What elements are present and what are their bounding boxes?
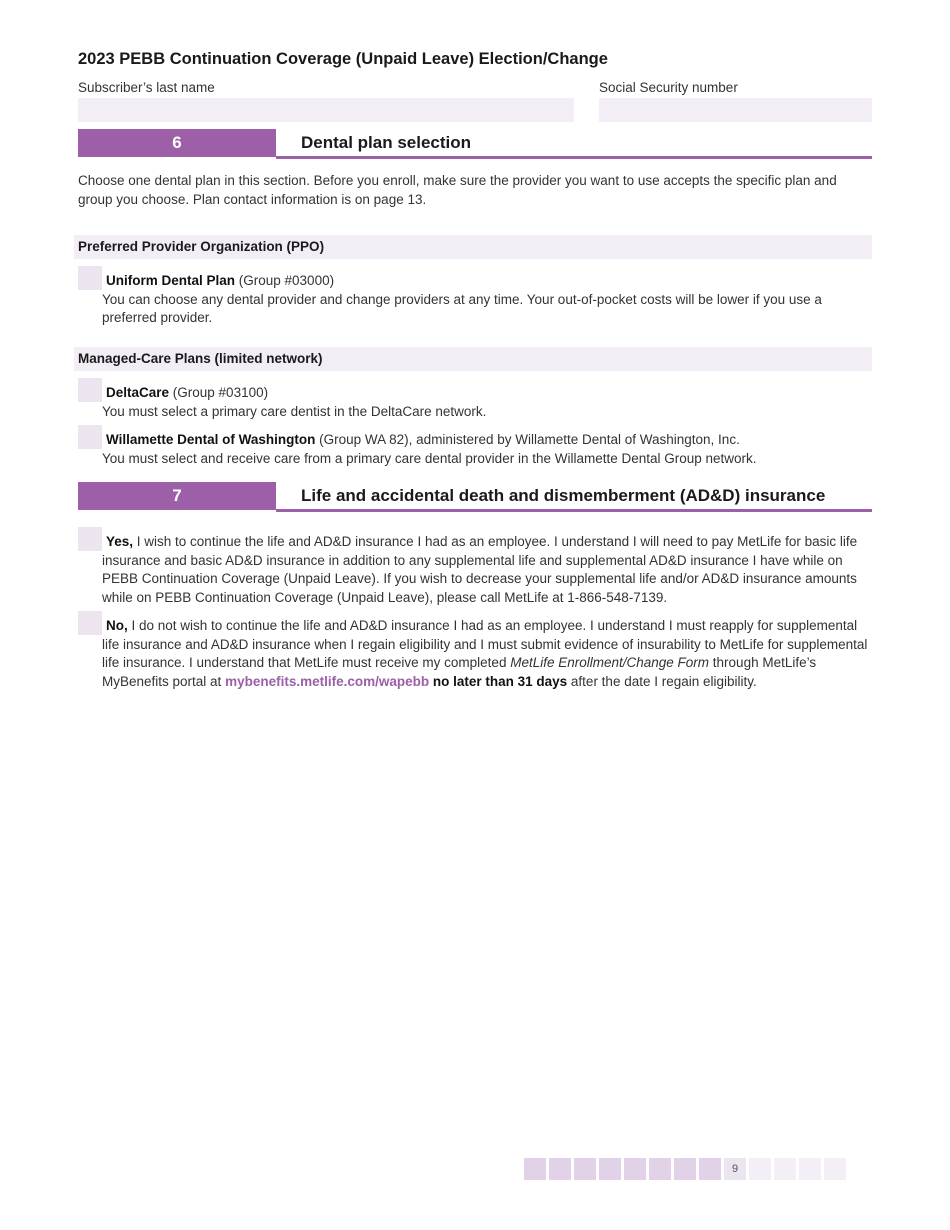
page-number: 9	[724, 1158, 746, 1180]
page-tab	[774, 1158, 796, 1180]
life-no-option	[78, 611, 872, 691]
page-tab	[674, 1158, 696, 1180]
plan-description: You must select and receive care from a primary care dental provider in the Willamette Dental Group network.	[102, 450, 757, 466]
plan-group: (Group WA 82), administered by Willamette Dental of Washington, Inc.	[315, 432, 740, 447]
page-tab	[649, 1158, 671, 1180]
section-number: 6	[78, 129, 276, 157]
uniform-dental-checkbox[interactable]	[78, 266, 102, 290]
plan-description: You can choose any dental provider and change providers at any time. Your out-of-pocket costs will be lower if you use a preferred provider.	[102, 291, 822, 325]
no-text: I do not wish to continue the life and AD&D insurance I had as an employee. I understand I must reapply for supplemental life insurance and AD&D insurance when I regain eligibility and I must submit evidence of insurability to MetLife for supplemental life insurance. I understand that MetLife must receive my completed	[102, 618, 868, 670]
page-tab	[749, 1158, 771, 1180]
no-text: after the date I regain eligibility.	[567, 673, 757, 689]
page-tab	[824, 1158, 846, 1180]
yes-label: Yes,	[106, 534, 134, 549]
willamette-checkbox[interactable]	[78, 425, 102, 449]
page-tab	[599, 1158, 621, 1180]
ssn-label: Social Security number	[599, 80, 738, 95]
page-tab	[574, 1158, 596, 1180]
page-title: 2023 PEBB Continuation Coverage (Unpaid Leave) Election/Change	[78, 50, 608, 68]
form-name: MetLife Enrollment/Change Form	[510, 655, 710, 670]
page-tab	[549, 1158, 571, 1180]
section-title: Life and accidental death and dismemberment (AD&D) insurance	[301, 486, 826, 505]
last-name-label: Subscriber’s last name	[78, 80, 215, 95]
managed-care-heading: Managed-Care Plans (limited network)	[74, 347, 872, 371]
yes-text: I wish to continue the life and AD&D insurance I had as an employee. I understand I will need to pay MetLife for basic life insurance and basic AD&D insurance in addition to any supplemental life and supplemental AD&D insurance I have while on PEBB Continuation Coverage (Unpaid Leave). If you wish to decrease your supplemental life and/or AD&D insurance amounts while on PEBB Continuation Coverage (Unpaid Leave), please call MetLife at 1-866-548-7139.	[102, 534, 858, 605]
page-tab	[624, 1158, 646, 1180]
no-label: No,	[106, 618, 128, 633]
section-number: 7	[78, 482, 276, 510]
life-no-checkbox[interactable]	[78, 611, 102, 635]
dental-intro: Choose one dental plan in this section. Before you enroll, make sure the provider you want to use accepts the specific plan and group you choose. Plan contact information is on page 13.	[78, 173, 837, 207]
deltacare-checkbox[interactable]	[78, 378, 102, 402]
page-tab	[699, 1158, 721, 1180]
last-name-input[interactable]	[78, 98, 574, 122]
plan-description: You must select a primary care dentist in the DeltaCare network.	[102, 403, 487, 419]
ssn-input[interactable]	[599, 98, 872, 122]
page-indicator	[524, 1158, 846, 1180]
life-yes-option	[78, 527, 872, 607]
section-6-header	[78, 129, 872, 159]
plan-group: (Group #03100)	[169, 385, 269, 400]
ppo-heading: Preferred Provider Organization (PPO)	[74, 235, 872, 259]
section-title: Dental plan selection	[301, 133, 472, 152]
plan-group: (Group #03000)	[235, 273, 335, 288]
page-tab	[799, 1158, 821, 1180]
no-text: through MetLife’s MyBenefits portal at	[102, 655, 817, 689]
plan-name: Uniform Dental Plan	[106, 273, 236, 288]
section-7-header	[78, 482, 872, 512]
life-yes-checkbox[interactable]	[78, 527, 102, 551]
deltacare-option	[78, 378, 872, 421]
deadline-text: no later than 31 days	[429, 673, 568, 689]
page-tab	[524, 1158, 546, 1180]
plan-name: DeltaCare	[106, 385, 170, 400]
plan-name: Willamette Dental of Washington	[106, 432, 316, 447]
uniform-dental-option	[78, 266, 872, 328]
metlife-link[interactable]: mybenefits.metlife.com/wapebb	[225, 673, 430, 689]
willamette-option	[78, 425, 872, 468]
